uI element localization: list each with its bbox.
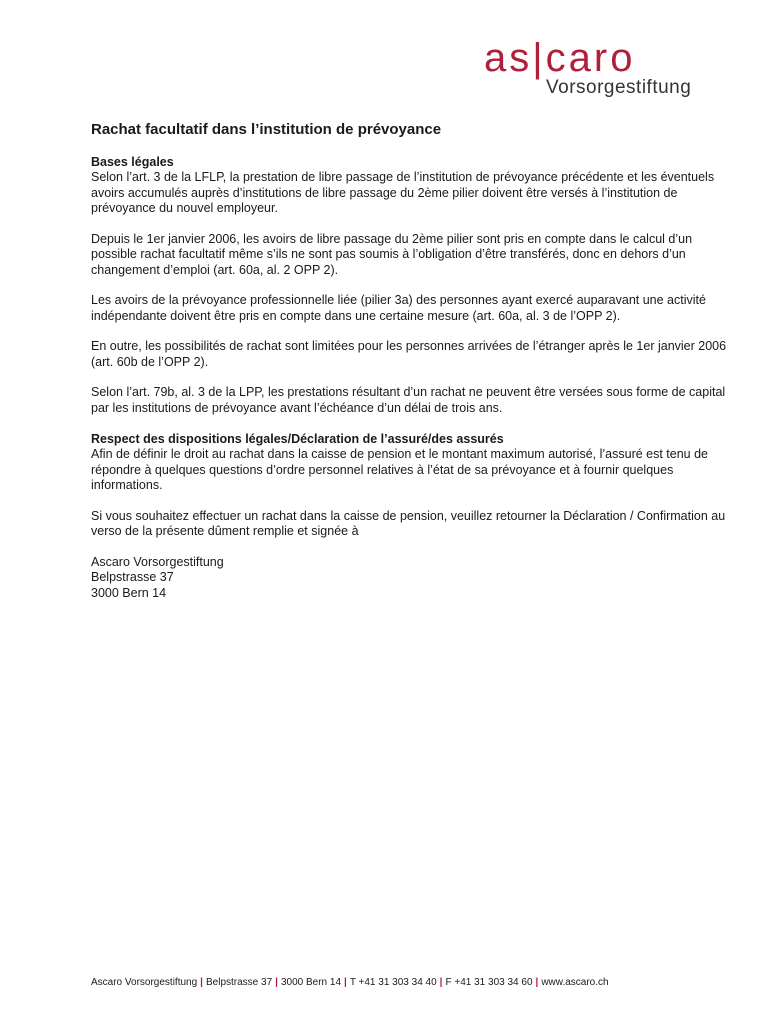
footer-separator: | [439,977,443,988]
footer-street: Belpstrasse 37 [205,977,273,988]
logo-subtitle: Vorsorgestiftung [546,77,692,98]
ascaro-logo [484,38,734,102]
footer-city: 3000 Bern 14 [280,977,342,988]
footer-separator: | [535,977,539,988]
paragraph: Si vous souhaitez effectuer un rachat dans la caisse de pension, veuillez retourner la Déclaration / Confirmation au verso de la présente dûment remplie et signée à [91,508,726,538]
page-footer [91,976,609,990]
paragraph: Selon l’art. 79b, al. 3 de la LPP, les prestations résultant d’un rachat ne peuvent être versées sous forme de capital par les institutions de prévoyance avant l’échéance d’un délai de trois ans. [91,385,726,415]
footer-company: Ascaro Vorsorgestiftung [91,977,198,988]
logo-wordmark: as|caro [484,36,636,80]
address-line: Ascaro Vorsorgestiftung [91,554,224,569]
footer-phone: T +41 31 303 34 40 [349,977,437,988]
document-title: Rachat facultatif dans l’institution de prévoyance [91,121,442,138]
paragraph: Afin de définir le droit au rachat dans la caisse de pension et le montant maximum autorisé, l’assuré est tenu de répondre à quelques questions d’ordre personnel relatives à l’état de sa prévoyance et à fournir quelques informations. [91,447,709,492]
document-body [91,120,731,601]
section-heading-declaration: Respect des dispositions légales/Déclaration de l’assuré/des assurés [91,432,504,446]
section-heading-legal-bases: Bases légales [91,155,174,169]
paragraph: Depuis le 1er janvier 2006, les avoirs de libre passage du 2ème pilier sont pris en compte dans le calcul d’un possible rachat facultatif même s’ils ne sont pas soumis à l’obligation d’être transférés, donc en dehors d’un changement d’emploi (art. 60a, al. 2 OPP 2). [91,231,693,277]
paragraph: Les avoirs de la prévoyance professionnelle liée (pilier 3a) des personnes ayant exercé auparavant une activité indépendante doivent être pris en compte dans une certaine mesure (art. 60a, al. 3 de l’OPP 2). [91,293,706,323]
footer-separator: | [275,977,278,988]
footer-separator: | [200,977,203,988]
address-line: Belpstrasse 37 [91,570,174,584]
footer-separator: | [344,977,347,988]
paragraph: Selon l’art. 3 de la LFLP, la prestation de libre passage de l’institution de prévoyance précédente et les éventuels avoirs accumulés auprès d’institutions de libre passage du 2ème pilier doivent être versés à l’institution de prévoyance du nouvel employeur. [91,170,715,215]
paragraph: En outre, les possibilités de rachat sont limitées pour les personnes arrivées de l’étranger après le 1er janvier 2006 (art. 60b de l’OPP 2). [91,339,727,369]
footer-fax: F +41 31 303 34 60 [445,977,533,988]
return-address [91,555,731,602]
address-line: 3000 Bern 14 [91,585,167,600]
footer-website[interactable]: www.ascaro.ch [541,977,609,988]
